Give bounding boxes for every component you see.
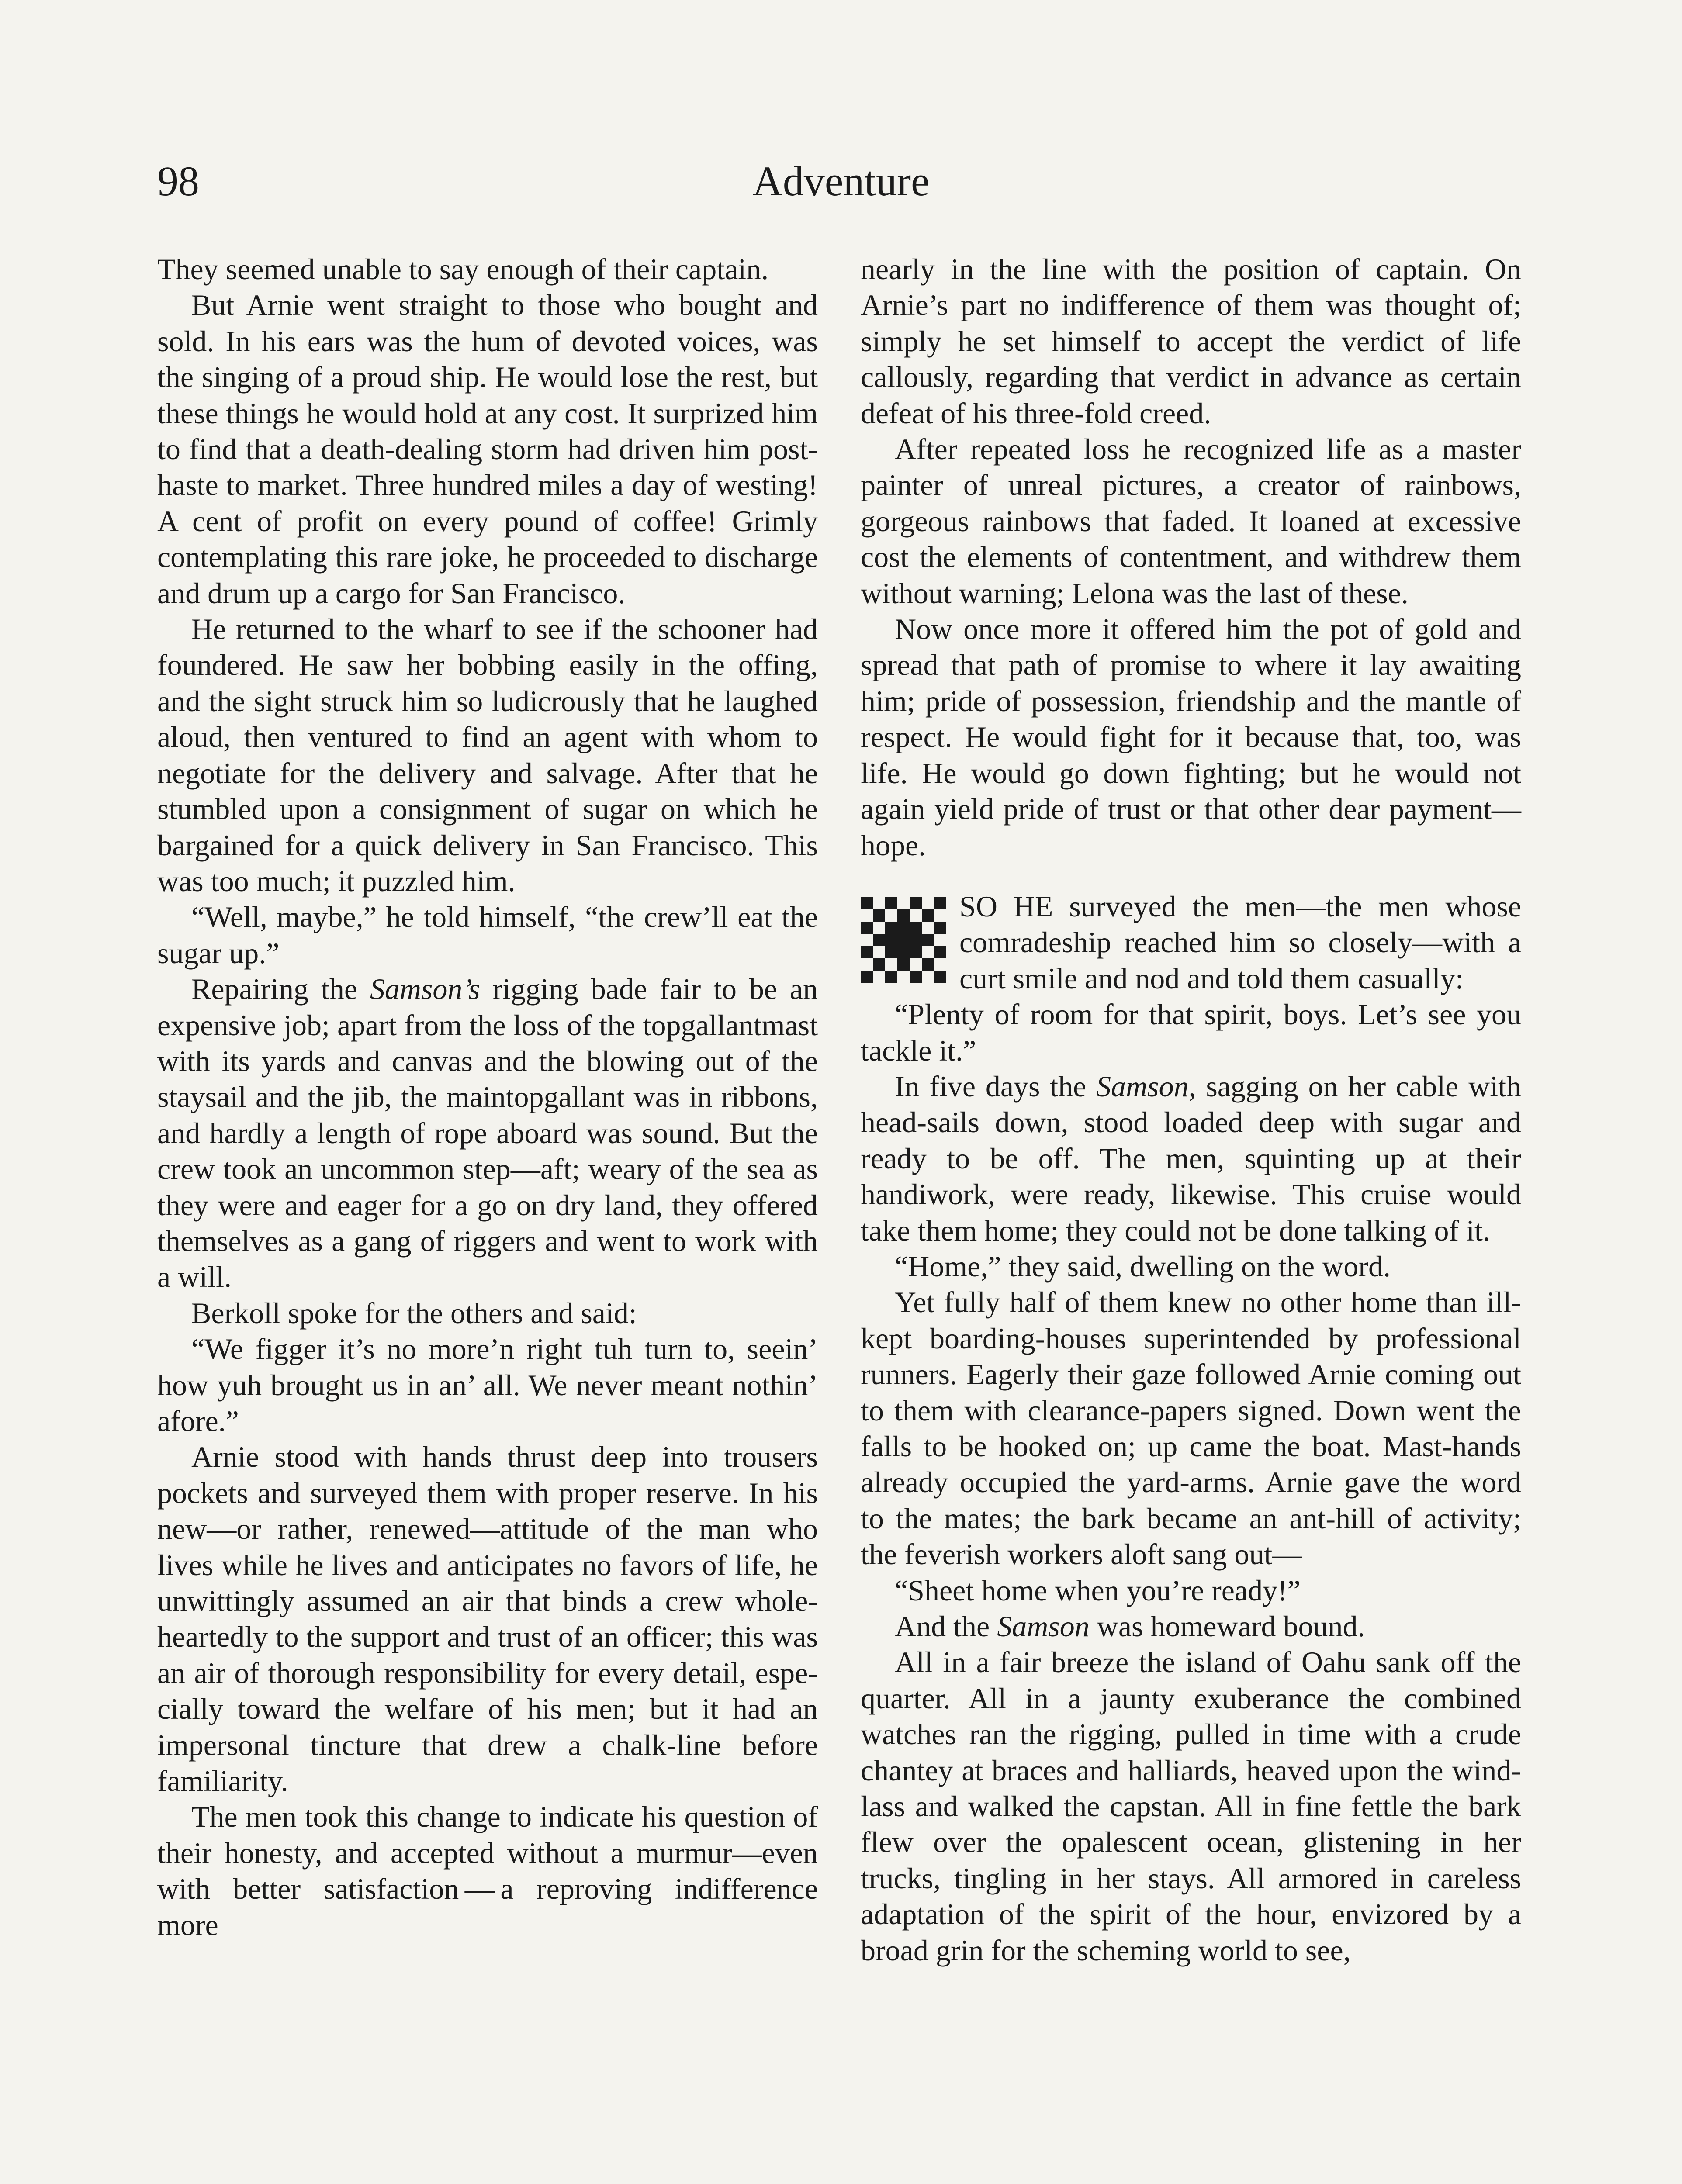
text-run: , sagging on her cable with head-sails down, stood loaded deep with sugar and ready to be off. The men, squinting up at their handiwork, were ready, likewise. This cruise would take them home; they could not be done talking of it. [861, 1069, 1521, 1247]
ship-name: Samson’s [370, 972, 480, 1006]
paragraph: They seemed unable to say enough of their captain. [157, 252, 769, 286]
paragraph [861, 1068, 1521, 1248]
paragraph: The men took this change to indicate his question of their honesty, and accepted without a murmur—even with better satisfaction — a reproving indifference more [157, 1800, 818, 1942]
paragraph: nearly in the line with the position of captain. On Arnie’s part no indifference of them was thought of; simply he set himself to accept the verdict of life callously, regarding that verdict in advance as certain defeat of his three-fold creed. [861, 252, 1521, 430]
paragraph: “Home,” they said, dwelling on the word. [895, 1249, 1391, 1283]
paragraph: He returned to the wharf to see if the schooner had foundered. He saw her bobbing easily in the offing, and the sight struck him so ludicrously that he laughed aloud, then ventured to find an agent with whom to negotiate for the delivery and salvage. After that he stumbled upon a consignment of sugar on which he bargained for a quick delivery in San Francisco. This was too much; it puzzled him. [157, 612, 818, 898]
text-run: SO HE surveyed the men—the men whose comradeship reached him so closely—with a curt smile and nod and told them casually: [959, 889, 1521, 995]
paragraph: All in a fair breeze the island of Oahu sank off the quarter. All in a jaunty exuberance the combined watches ran the rigging, pulled in time with a crude chantey at braces and halliards, heaved upon the windlass and walked the capstan. All in fine fettle the bark flew over the opalescent ocean, glistening in her trucks, tingling in her stays. All armored in careless adaptation of the spirit of the hour, envizored by a broad grin for the scheming world to see, [861, 1645, 1521, 1967]
paragraph: “Sheet home when you’re ready!” [895, 1573, 1301, 1607]
paragraph: “We figger it’s no more’n right tuh turn to, seein’ how yuh brought us in an’ all. We never meant nothin’ afore.” [157, 1332, 818, 1438]
paragraph: But Arnie went straight to those who bought and sold. In his ears was the hum of devoted voices, was the singing of a proud ship. He would lose the rest, but these things he would hold at any cost. It surprized him to find that a death-dealing storm had driven him post-haste to market. Three hundred miles a day of westing! A cent of profit on every pound of coffee! Grimly contemplating this rare joke, he proceeded to discharge and drum up a cargo for San Francisco. [157, 288, 818, 610]
left-column [157, 251, 818, 1943]
paragraph: Yet fully half of them knew no other home than ill-kept boarding-houses superintended by professional runners. Eagerly their gaze followed Arnie coming out to them with clearance-papers signed. Down went the falls to be hooked on; up came the boat. Mast-hands already occupied the yard-arms. Arnie gave the word to the mates; the bark became an ant-hill of activity; the feverish workers aloft sang out— [861, 1286, 1521, 1571]
paragraph: Berkoll spoke for the others and said: [191, 1296, 637, 1330]
paragraph: “Plenty of room for that spirit, boys. Let’s see you tackle it.” [861, 998, 1521, 1067]
page-header [157, 153, 1525, 214]
paragraph: Now once more it offered him the pot of gold and spread that path of promise to where it lay awaiting him; pride of possession, friendship and the mantle of respect. He would fight for it because that, too, was life. He would go down fighting; but he would not again yield pride of trust or that other dear payment—hope. [861, 612, 1521, 862]
paragraph [861, 1608, 1521, 1644]
paragraph: Arnie stood with hands thrust deep into trousers pockets and surveyed them with proper reserve. In his new—or rather, renewed—attitude of the man who lives while he lives and anticipates no favors of life, he unwittingly assumed an air that binds a crew whole-heartedly to the support and trust of an officer; this was an air of thorough responsibility for every detail, especially toward the welfare of his men; but it had an impersonal tincture that drew a chalk-line before familiarity. [157, 1440, 818, 1798]
text-run: rigging bade fair to be an expensive job; apart from the loss of the topgallantmast with its yards and canvas and the blowing out of the staysail and the jib, the maintopgallant was in ribbons, and hardly a length of rope aboard was sound. But the crew took an uncommon step—aft; weary of the sea as they were and eager for a go on dry land, they offered themselves as a gang of riggers and went to work with a will. [157, 972, 818, 1294]
text-run: In five days the [895, 1069, 1097, 1103]
page-number: 98 [157, 158, 199, 204]
text-run: Repairing the [191, 972, 370, 1006]
text-run: was homeward bound. [1089, 1610, 1365, 1643]
ship-name: Samson [1096, 1069, 1189, 1103]
paragraph: After repeated loss he recognized life as a master painter of unreal pictures, a creator of rainbows, gorgeous rainbows that faded. It loaned at excessive cost the elements of contentment, and withdrew them without warning; Lelona was the last of these. [861, 432, 1521, 610]
paragraph: “Well, maybe,” he told himself, “the crew’ll eat the sugar up.” [157, 900, 818, 970]
running-head-title: Adventure [752, 158, 930, 204]
text-run: And the [895, 1610, 997, 1643]
paragraph [157, 971, 818, 1295]
section-break [861, 888, 1521, 996]
paragraph-with-ornament [861, 888, 1521, 996]
right-column [861, 251, 1521, 1968]
checkered-ornament-icon [861, 897, 946, 983]
ship-name: Samson [997, 1610, 1090, 1643]
